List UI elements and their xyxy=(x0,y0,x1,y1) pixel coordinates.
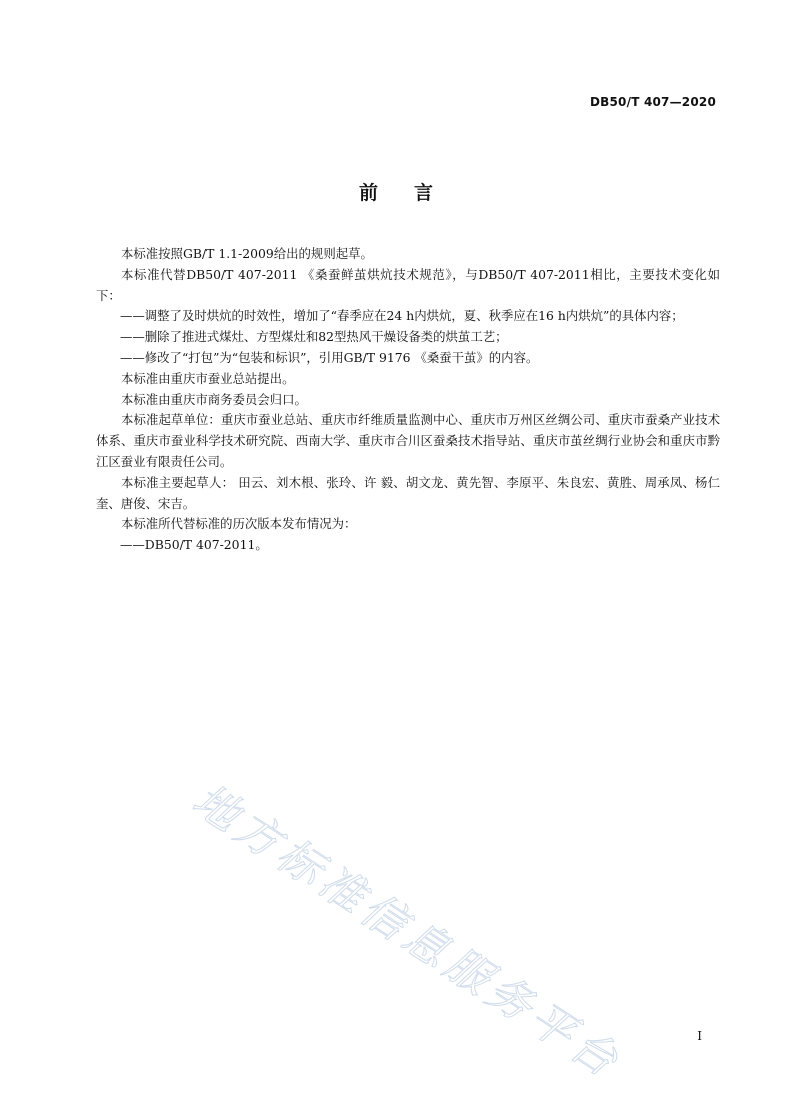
document-body xyxy=(96,244,720,556)
document-code: DB50/T 407—2020 xyxy=(590,95,716,109)
paragraph-drafting-units: 本标准起草单位：重庆市蚕业总站、重庆市纤维质量监测中心、重庆市万州区丝绸公司、重庆市蚕桑产业技术体系、重庆市蚕业科学技术研究院、西南大学、重庆市合川区蚕桑技术指导站、重庆市茧丝绸行业协会和重庆市黔江区蚕业有限责任公司。 xyxy=(96,412,720,469)
paragraph-version-history: 本标准所代替标准的历次版本发布情况为： xyxy=(121,516,357,532)
paragraph-administrator: 本标准由重庆市商务委员会归口。 xyxy=(121,391,307,407)
page-title: 前言 xyxy=(358,182,469,204)
paragraph-proposer: 本标准由重庆市蚕业总站提出。 xyxy=(121,370,295,386)
page-number: I xyxy=(697,1029,702,1043)
paragraph-replacement: 本标准代替DB50/T 407-2011 《桑蚕鲜茧烘炕技术规范》，与DB50/T 407-2011相比，主要技术变化如下： xyxy=(96,266,720,303)
change-item-packaging: ——修改了“打包”为“包装和标识”，引用GB/T 9176 《桑蚕干茧》的内容。 xyxy=(120,349,539,365)
version-history-item: ——DB50/T 407-2011。 xyxy=(120,537,268,553)
paragraph-drafting-rules: 本标准按照GB/T 1.1-2009给出的规则起草。 xyxy=(121,246,373,261)
watermark: 地方标准信息服务平台 xyxy=(183,774,631,1090)
paragraph-drafters: 本标准主要起草人： 田云、刘木根、张玲、许 毅、胡文龙、黄先智、李原平、朱良宏、黄胜、周承凤、杨仁奎、唐俊、宋吉。 xyxy=(96,474,720,511)
change-item-deleted-processes: ——删除了推进式煤灶、方型煤灶和82型热风干燥设备类的烘茧工艺； xyxy=(120,329,508,345)
change-item-timeliness: ——调整了及时烘炕的时效性，增加了“春季应在24 h内烘炕，夏、秋季应在16 h内烘炕”的具体内容； xyxy=(120,308,684,324)
